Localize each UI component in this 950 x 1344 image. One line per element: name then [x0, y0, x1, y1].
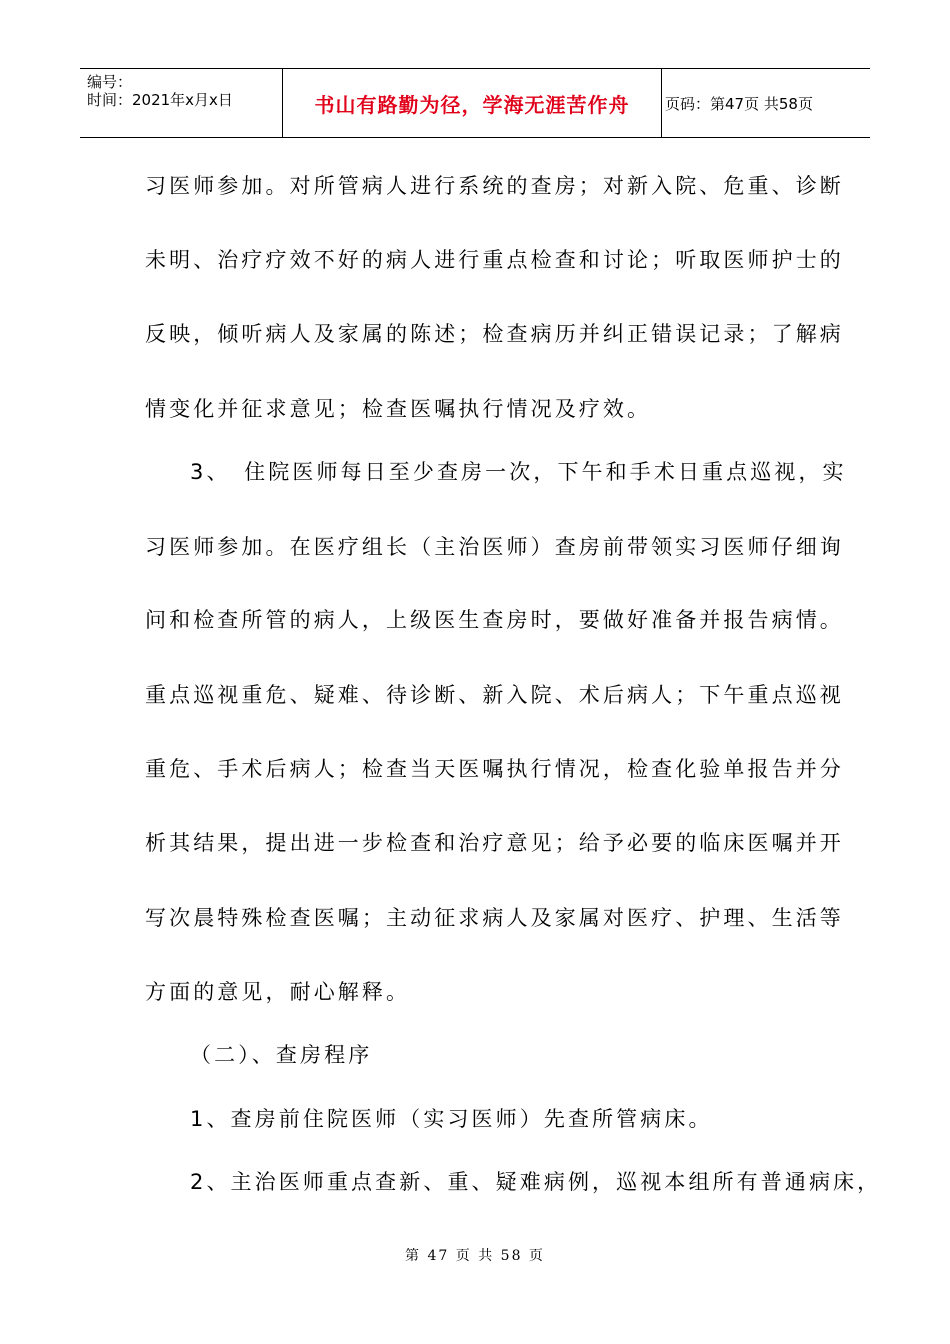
body-line: 习医师参加。对所管病人进行系统的查房；对新入院、危重、诊断: [145, 174, 844, 198]
header-meta-cell: [80, 69, 282, 137]
body-line: 重危、手术后病人；检查当天医嘱执行情况，检查化验单报告并分: [145, 757, 844, 781]
body-line: 习医师参加。在医疗组长（主治医师）查房前带领实习医师仔细询: [145, 535, 844, 559]
document-header: [80, 68, 870, 138]
body-line: 析其结果，提出进一步检查和治疗意见；给予必要的临床医嘱并开: [145, 831, 844, 855]
body-line: 问和检查所管的病人，上级医生查房时，要做好准备并报告病情。: [145, 608, 844, 632]
body-line: 重点巡视重危、疑难、待诊断、新入院、术后病人；下午重点巡视: [145, 683, 844, 707]
body-line: 反映，倾听病人及家属的陈述；检查病历并纠正错误记录；了解病: [145, 322, 844, 346]
body-line: 未明、治疗疗效不好的病人进行重点检查和讨论；听取医师护士的: [145, 248, 844, 272]
body-line: 3、 住院医师每日至少查房一次，下午和手术日重点巡视，实: [190, 460, 847, 484]
body-line: 方面的意见，耐心解释。: [145, 980, 411, 1004]
page-footer: 第 47 页 共 58 页: [405, 1248, 545, 1264]
document-number-label: 编号：: [87, 73, 133, 91]
body-line: 写次晨特殊检查医嘱；主动征求病人及家属对医疗、护理、生活等: [145, 906, 844, 930]
document-date: 时间：2021年x月x日: [87, 91, 233, 109]
body-line: 1、查房前住院医师（实习医师）先查所管病床。: [190, 1107, 713, 1131]
header-motto: 书山有路勤为径，学海无涯苦作舟: [314, 92, 630, 117]
body-line: 2、主治医师重点查新、重、疑难病例，巡视本组所有普通病床，: [190, 1170, 882, 1194]
section-heading: （二）、查房程序: [190, 1043, 373, 1067]
header-page-cell: [661, 69, 870, 137]
header-motto-cell: [282, 69, 662, 137]
body-line: 情变化并征求意见；检查医嘱执行情况及疗效。: [145, 397, 652, 421]
header-page-info: 页码：第47页 共58页: [665, 94, 813, 113]
